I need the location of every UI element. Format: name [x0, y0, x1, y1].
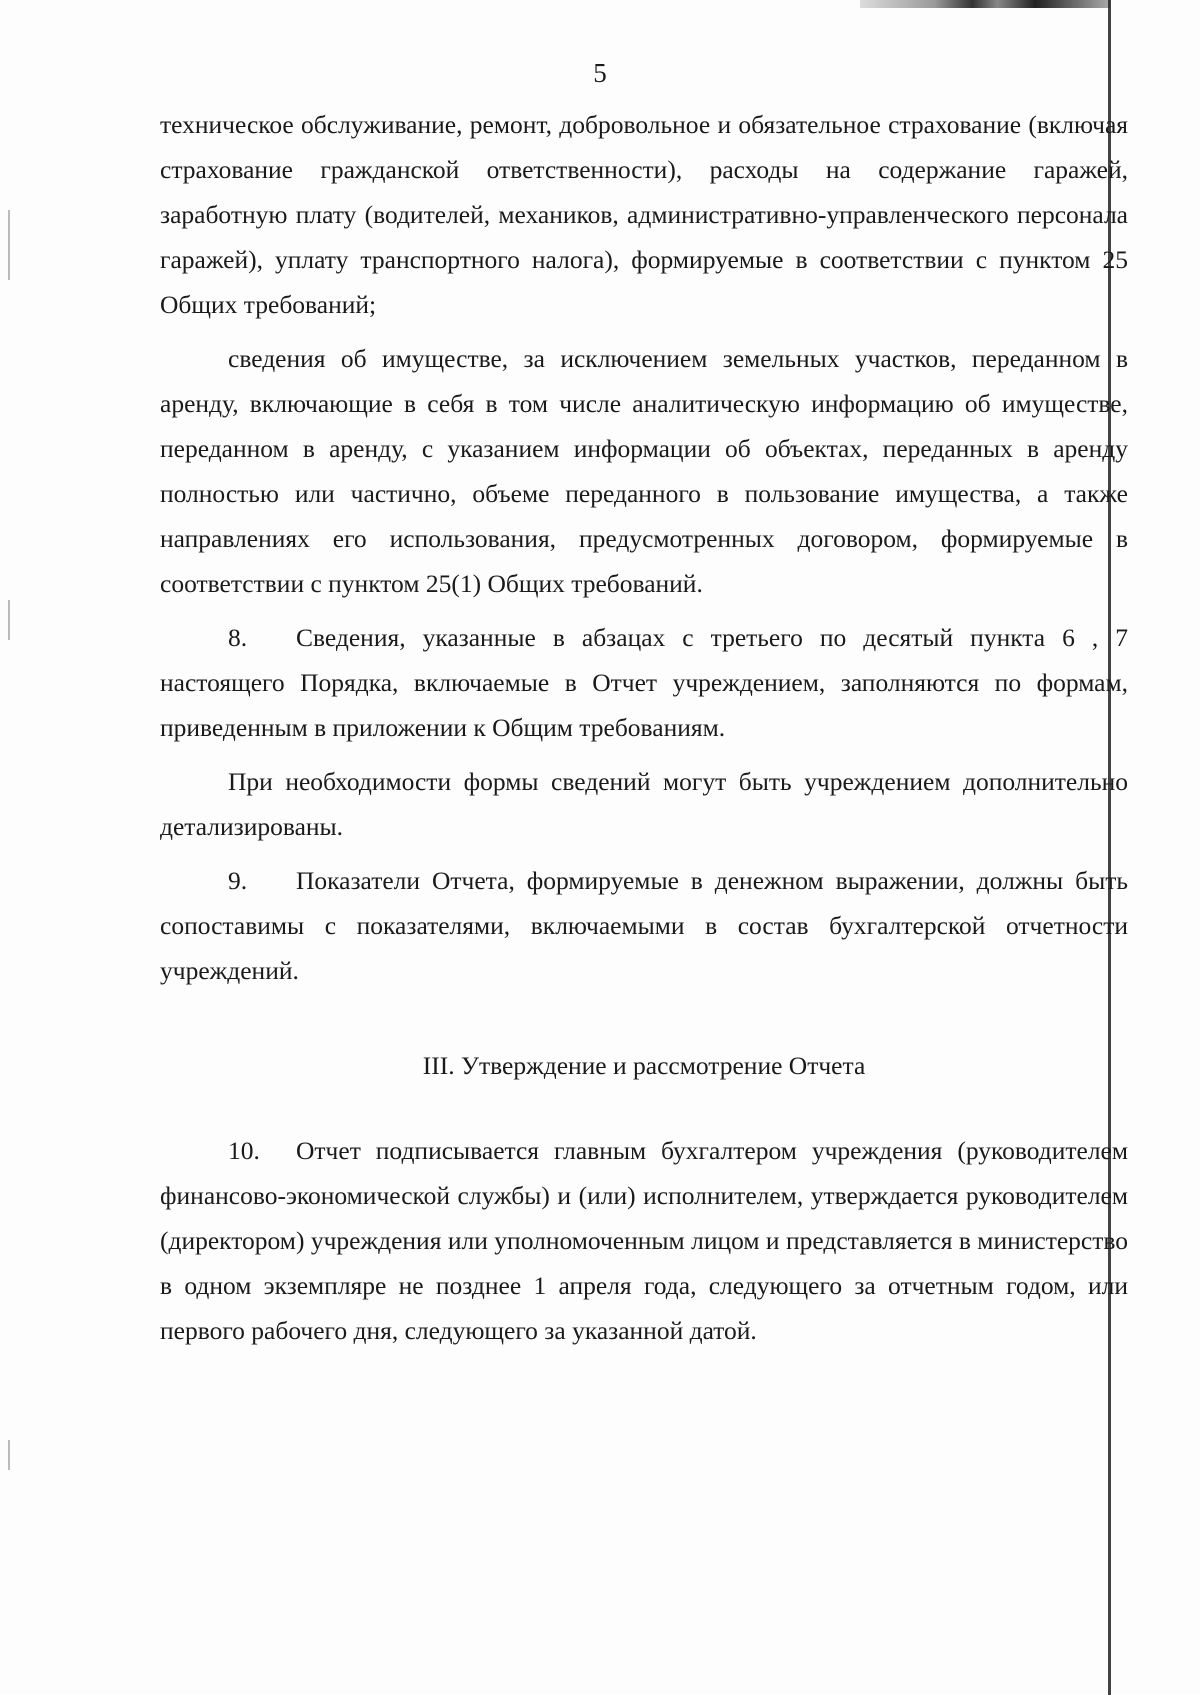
item-text: Отчет подписывается главным бухгалтером учреждения (руководителем финансово-экономической службы) и (или) исполнителем, утверждается руководителем (директором) учреждения или уполномоченным лицом и представляется в министерство в одном экземпляре не позднее 1 апреля года, следующего за отчетным годом, или первого рабочего дня, следующего за указанной датой. [160, 1136, 1128, 1345]
paragraph-item-8-note: При необходимости формы сведений могут быть учреждением дополнительно детализированы. [160, 767, 1128, 841]
scan-artifact-left-mark [8, 210, 10, 280]
paragraph-vehicle-expenses: техническое обслуживание, ремонт, добровольное и обязательное страхование (включая страхование гражданской ответственности), расходы на содержание гаражей, заработную плату (водителей, механиков, административно-управленческого персонала гаражей), уплату транспортного налога), формируемые в соответствии с пунктом 25 Общих требований; [160, 110, 1128, 319]
item-text: Сведения, указанные в абзацах с третьего по десятый пункта 6 , 7 настоящего Порядка, включаемые в Отчет учреждением, заполняются по формам, приведенным в приложении к Общим требованиям. [160, 623, 1128, 742]
item-9 [160, 858, 1128, 993]
document-body [160, 102, 1128, 1362]
item-number: 8. [228, 623, 248, 652]
page-number: 5 [593, 58, 607, 88]
paragraph-leased-property: сведения об имуществе, за исключением земельных участков, переданном в аренду, включающие в себя в том числе аналитическую информацию об имуществе, переданном в аренду, с указанием информации об объектах, переданных в аренду полностью или частично, объеме переданного в пользование имущества, а также направлениях его использования, предусмотренных договором, формируемые в соответствии с пунктом 25(1) Общих требований. [160, 344, 1128, 598]
scan-artifact-top [860, 0, 1110, 8]
item-text: Показатели Отчета, формируемые в денежном выражении, должны быть сопоставимы с показателями, включаемыми в состав бухгалтерской отчетности учреждений. [160, 866, 1128, 985]
item-10 [160, 1128, 1128, 1353]
item-8 [160, 615, 1128, 750]
scan-artifact-left-mark [8, 600, 10, 640]
item-number: 9. [228, 866, 248, 895]
item-number: 10. [228, 1136, 260, 1165]
section-heading: III. Утверждение и рассмотрение Отчета [422, 1051, 866, 1080]
scan-artifact-left-mark [8, 1440, 10, 1470]
